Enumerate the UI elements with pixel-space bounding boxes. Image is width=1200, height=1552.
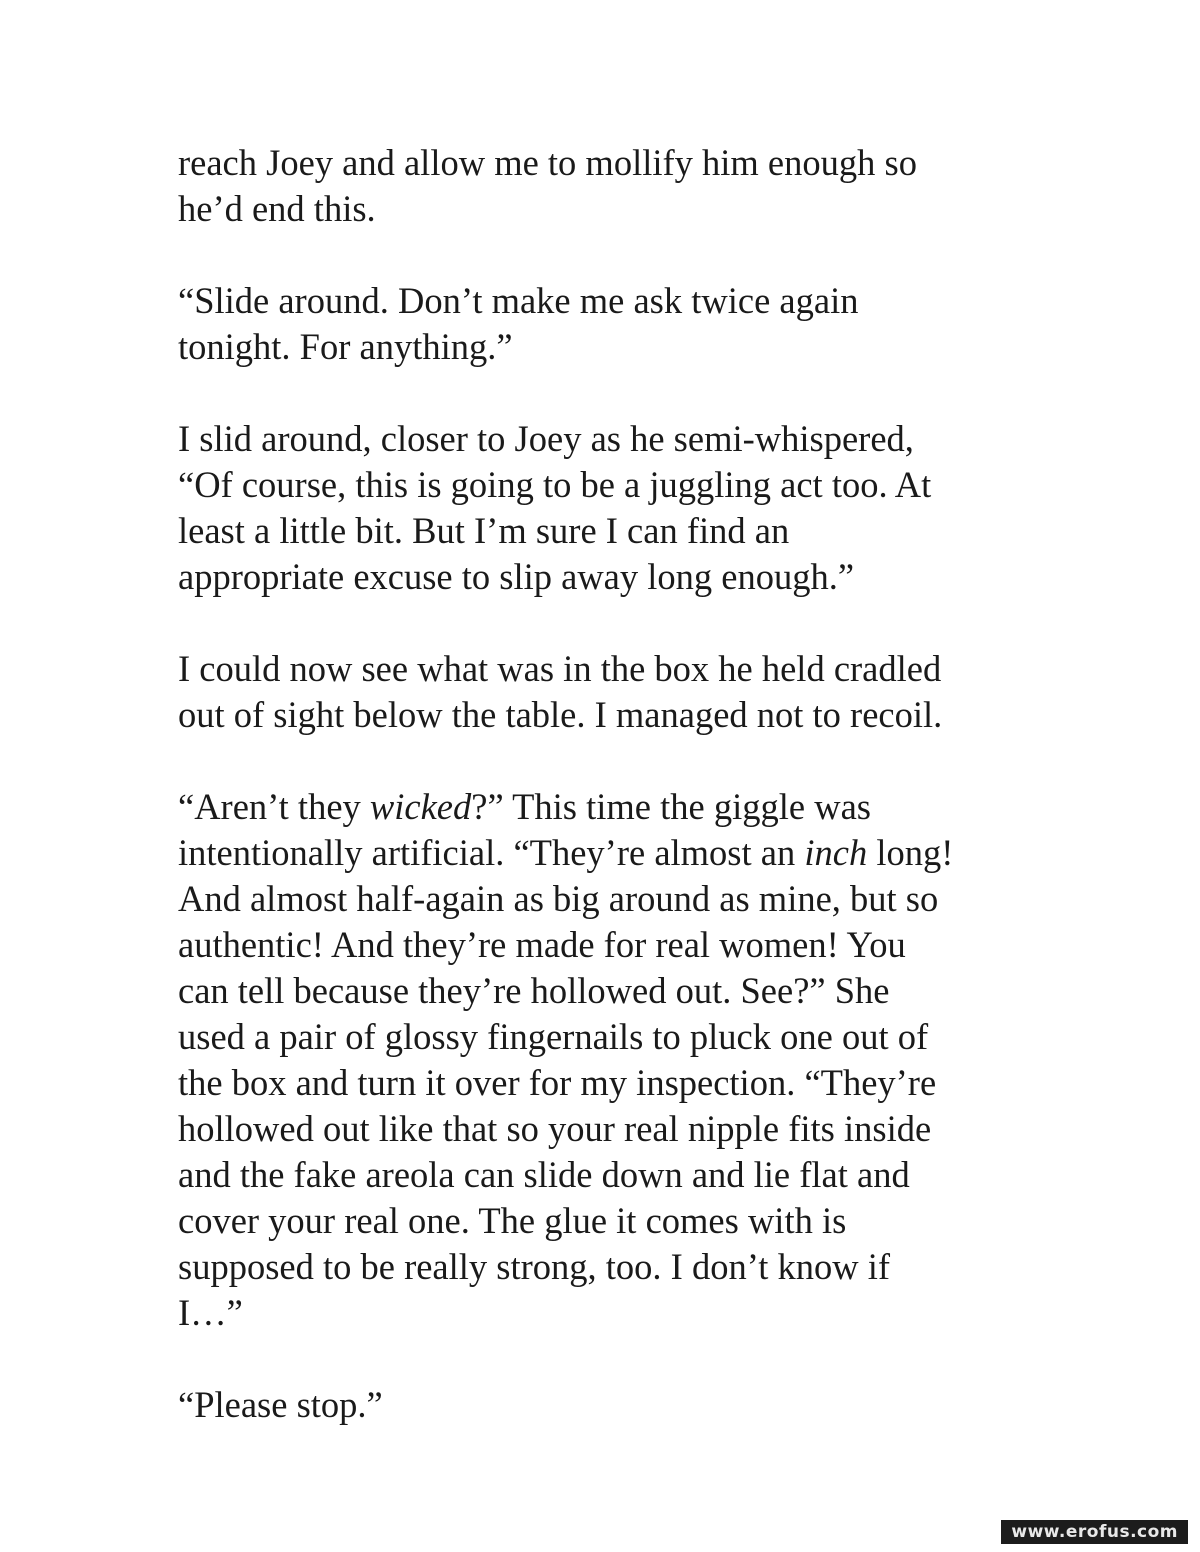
text-line: cover your real one. The glue it comes with is: [178, 1200, 847, 1241]
paragraph-6: [178, 1382, 1078, 1428]
text-line: I…”: [178, 1292, 243, 1333]
text-line: least a little bit. But I’m sure I can find an: [178, 510, 790, 551]
document-page: [178, 140, 1078, 1474]
text-line: “Slide around. Don’t make me ask twice again: [178, 280, 859, 321]
text-line: [178, 784, 1078, 830]
text-line: reach Joey and allow me to mollify him enough so: [178, 142, 917, 183]
text-line: hollowed out like that so your real nipple fits inside: [178, 1108, 932, 1149]
text-line: I could now see what was in the box he held cradled: [178, 648, 942, 689]
text-line: “Of course, this is going to be a juggling act too. At: [178, 464, 932, 505]
text-line: out of sight below the table. I managed not to recoil.: [178, 694, 943, 735]
watermark-label: www.erofus.com: [1001, 1520, 1188, 1544]
emphasis-text: wicked: [369, 786, 472, 827]
paragraph-3: [178, 416, 1078, 600]
text-line: [178, 830, 1078, 876]
text-run: long!: [867, 832, 954, 873]
text-line: appropriate excuse to slip away long enough.”: [178, 556, 855, 597]
text-line: can tell because they’re hollowed out. See?” She: [178, 970, 890, 1011]
text-line: tonight. For anything.”: [178, 326, 513, 367]
text-line: And almost half-again as big around as mine, but so: [178, 878, 939, 919]
text-run: “Aren’t they: [178, 786, 370, 827]
text-run: intentionally artificial. “They’re almost an: [178, 832, 805, 873]
text-line: supposed to be really strong, too. I don’t know if: [178, 1246, 890, 1287]
text-run: ?” This time the giggle was: [471, 786, 871, 827]
text-line: he’d end this.: [178, 188, 376, 229]
paragraph-1: [178, 140, 1078, 232]
paragraph-4: [178, 646, 1078, 738]
text-line: I slid around, closer to Joey as he semi-whispered,: [178, 418, 914, 459]
emphasis-text: inch: [804, 832, 868, 873]
paragraph-2: [178, 278, 1078, 370]
text-line: used a pair of glossy fingernails to pluck one out of: [178, 1016, 929, 1057]
text-line: “Please stop.”: [178, 1384, 383, 1425]
text-line: and the fake areola can slide down and lie flat and: [178, 1154, 910, 1195]
text-line: the box and turn it over for my inspection. “They’re: [178, 1062, 937, 1103]
text-line: authentic! And they’re made for real women! You: [178, 924, 906, 965]
paragraph-5: [178, 784, 1078, 1336]
